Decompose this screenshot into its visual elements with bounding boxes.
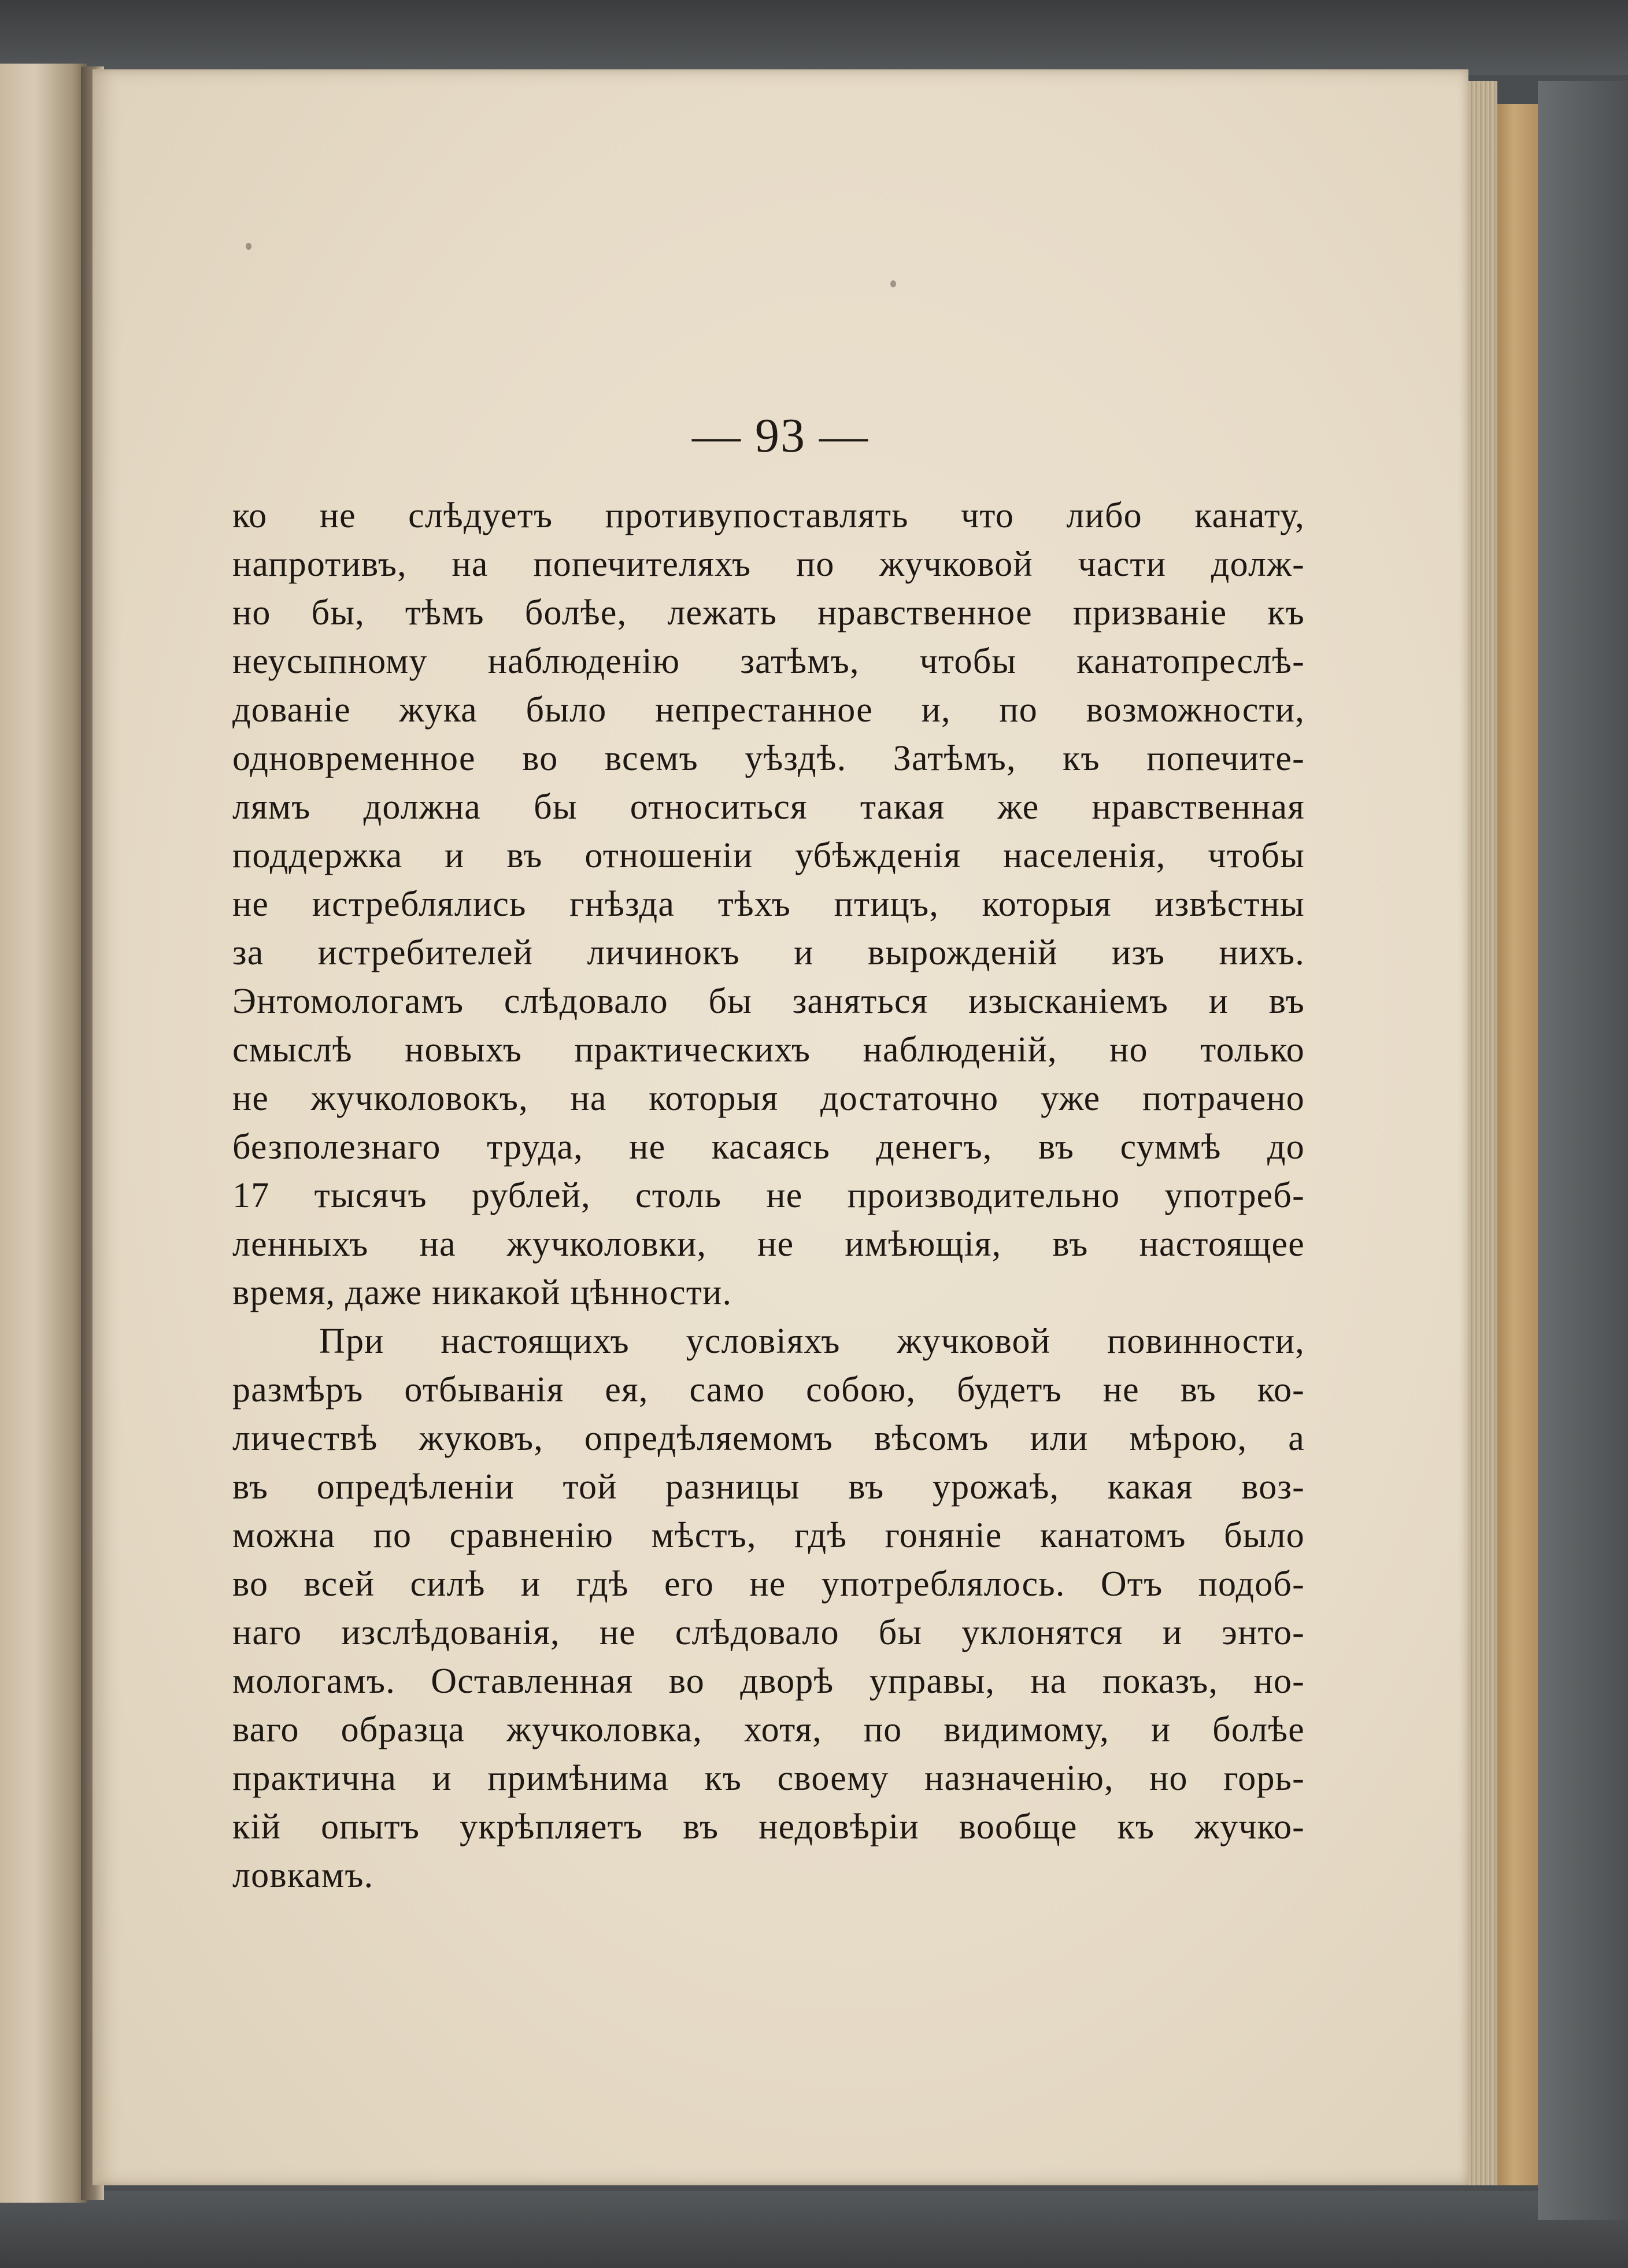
scanner-backdrop-bottom [0, 2191, 1628, 2268]
scanner-backdrop-top [0, 0, 1628, 75]
text-line: практична и примѣнима къ своему назначенiю, но горь- [232, 1759, 1305, 1798]
text-line: въ опредѣленiи той разницы въ урожаѣ, какая воз- [232, 1467, 1305, 1507]
text-line: одновременное во всемъ уѣздѣ. Затѣмъ, къ попечите- [232, 739, 1305, 778]
text-line: поддержка и въ отношенiи убѣжденiя населенiя, чтобы [232, 836, 1305, 875]
text-line: ленныхъ на жучколовки, не имѣющiя, въ настоящее [232, 1224, 1305, 1264]
book-page [92, 69, 1468, 2185]
text-line: Энтомологамъ слѣдовало бы заняться изысканiемъ и въ [232, 982, 1305, 1021]
text-line: кiй опытъ укрѣпляетъ въ недовѣрiи вообще къ жучко- [232, 1807, 1305, 1847]
text-line: лямъ должна бы относиться такая же нравственная [232, 787, 1305, 827]
text-line: за истребителей личинокъ и вырожденiй изъ нихъ. [232, 933, 1305, 972]
text-line: ловкамъ. [232, 1856, 374, 1895]
text-line: наго изслѣдованiя, не слѣдовало бы уклонятся и энто- [232, 1613, 1305, 1652]
page-number: — 93 — [692, 409, 869, 463]
text-line: во всей силѣ и гдѣ его не употреблялось. Отъ подоб- [232, 1564, 1305, 1604]
text-line: ко не слѣдуетъ противупоставлять что либо канату, [232, 496, 1305, 535]
paragraph-1 [232, 491, 1305, 1317]
text-line: При настоящихъ условiяхъ жучковой повинности, [319, 1322, 1305, 1361]
text-line: неусыпному наблюденiю затѣмъ, чтобы канатопреслѣ- [232, 642, 1305, 681]
text-line: безполезнаго труда, не касаясь денегъ, въ суммѣ до [232, 1127, 1305, 1167]
ink-speck [246, 243, 251, 250]
left-page-edge [0, 64, 87, 2203]
page-block-edges [1468, 81, 1497, 2185]
ink-speck [890, 280, 896, 287]
body-text [232, 491, 1305, 1900]
text-line: 17 тысячъ рублей, столь не производительно употреб- [232, 1176, 1305, 1215]
text-line: размѣръ отбыванiя ея, само собою, будетъ не въ ко- [232, 1370, 1305, 1409]
text-line: смыслѣ новыхъ практическихъ наблюденiй, но только [232, 1030, 1305, 1070]
text-line: личествѣ жуковъ, опредѣляемомъ вѣсомъ или мѣрою, а [232, 1419, 1305, 1458]
book-cover-board [1538, 81, 1628, 2220]
text-line: дованiе жука было непрестанное и, по возможности, [232, 690, 1305, 730]
text-line: напротивъ, на попечителяхъ по жучковой части долж- [232, 545, 1305, 584]
text-line: можна по сравненiю мѣстъ, гдѣ гонянiе канатомъ было [232, 1516, 1305, 1555]
paragraph-2 [232, 1317, 1305, 1900]
text-line: но бы, тѣмъ болѣе, лежать нравственное призванie къ [232, 593, 1305, 632]
text-line: время, даже никакой цѣнности. [232, 1273, 732, 1312]
book-cover-edge [1497, 104, 1538, 2185]
text-line: не жучколовокъ, на которыя достаточно уже потрачено [232, 1079, 1305, 1118]
text-line: не истреблялись гнѣзда тѣхъ птицъ, которыя извѣстны [232, 885, 1305, 924]
text-line: ваго образца жучколовка, хотя, по видимому, и болѣе [232, 1710, 1305, 1749]
text-line: мологамъ. Оставленная во дворѣ управы, на показъ, но- [232, 1662, 1305, 1701]
